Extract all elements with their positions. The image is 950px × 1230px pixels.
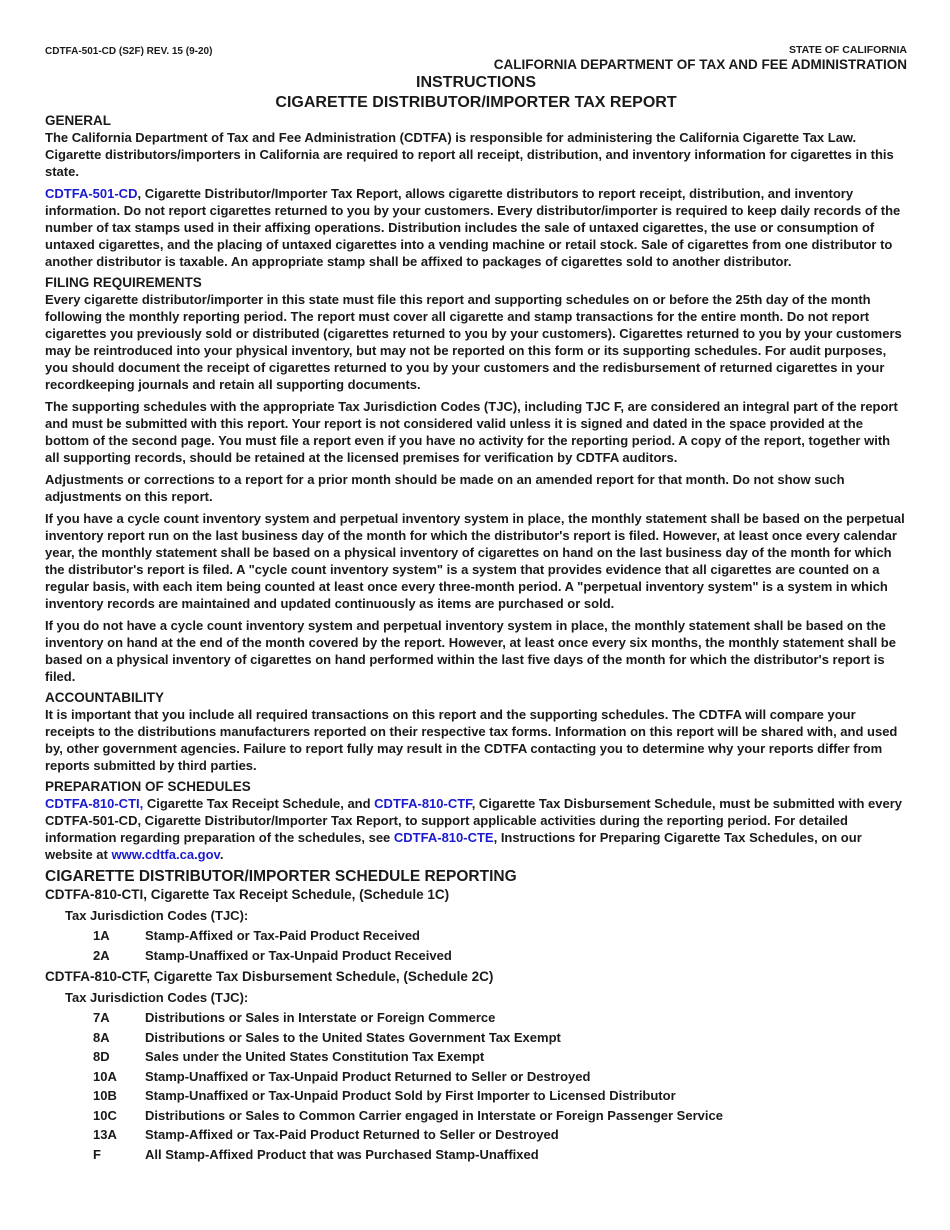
tjc-description: Distributions or Sales in Interstate or Foreign Commerce <box>145 1010 496 1025</box>
tjc-code: 2A <box>93 947 110 963</box>
code-row <box>45 1008 907 1028</box>
tjc-code: F <box>93 1146 101 1162</box>
tjc-description: Stamp-Affixed or Tax-Paid Product Received <box>145 928 420 943</box>
header-right <box>494 44 907 72</box>
cdtfa-501-cd-link[interactable]: CDTFA-501-CD <box>45 186 138 201</box>
tjc-description: Distributions or Sales to the United States Government Tax Exempt <box>145 1029 561 1045</box>
cdtfa-810-cti-link[interactable]: CDTFA-810-CTI, <box>45 796 144 811</box>
page-subtitle: CIGARETTE DISTRIBUTOR/IMPORTER TAX REPORT <box>275 94 677 111</box>
state-label: STATE OF CALIFORNIA <box>788 44 907 56</box>
filing-paragraph-2: The supporting schedules with the appropriate Tax Jurisdiction Codes (TJC), including TJC F, are considered an integral part of the report and must be submitted with this report. Your report is not considered valid unless it is signed and dated in the space provided at the bottom of the second page. You must file a report even if you have no activity for the reporting period. A copy of the report, together with all supporting records, should be retained at the licensed premises for verification by CDTFA auditors. <box>45 399 898 465</box>
instructions-page <box>45 44 907 1164</box>
code-row <box>45 1047 907 1067</box>
code-row <box>45 946 907 966</box>
preparation-heading: PREPARATION OF SCHEDULES <box>45 779 251 794</box>
tjc-code: 10A <box>93 1068 117 1084</box>
page-header <box>45 44 907 72</box>
code-row <box>45 1086 907 1106</box>
receipt-schedule-title: CDTFA-810-CTI, Cigarette Tax Receipt Schedule, (Schedule 1C) <box>45 887 450 902</box>
filing-paragraph-5: If you do not have a cycle count inventory system and perpetual inventory system in place, the monthly statement shall be based on the inventory on hand at the end of the month covered by the report. However, at least once every six months, the monthly statement shall be based on a physical inventory of cigarettes on hand performed within the last five days of the month for which the distributor's report is filed. <box>45 618 896 684</box>
receipt-tjc-label: Tax Jurisdiction Codes (TJC): <box>65 908 249 923</box>
tjc-code: 10B <box>93 1088 117 1103</box>
tjc-description: Stamp-Unaffixed or Tax-Unpaid Product Received <box>145 947 452 963</box>
tjc-code: 13A <box>93 1127 117 1142</box>
code-row <box>45 1028 907 1048</box>
cdtfa-810-cte-link[interactable]: CDTFA-810-CTE <box>393 830 494 845</box>
filing-paragraph-1: Every cigarette distributor/importer in this state must file this report and supporting schedules on or before the 25th day of the month following the monthly reporting period. The report must cover all cigarette and stamp transactions for the entire month. Do not report cigarettes you previously sold or distributed (cigarettes returned to you by your customers). Cigarettes returned to you by your customers may be reintroduced into your physical inventory, but may not be reported on this form or its supporting schedules. For audit purposes, you should document the receipt of cigarettes returned to you by your customers and the redisbursement of returned cigarettes in your recordkeeping journals and retain all supporting documents. <box>45 292 902 392</box>
tjc-code: 7A <box>93 1010 110 1025</box>
code-row <box>45 926 907 946</box>
code-row <box>45 1106 907 1126</box>
disbursement-tjc-label: Tax Jurisdiction Codes (TJC): <box>65 990 249 1005</box>
general-paragraph-2: CDTFA-501-CD, Cigarette Distributor/Importer Tax Report, allows cigarette distributors to report receipt, distribution, and inventory information. Do not report cigarettes returned to you by your customers. Every distributor/importer is required to keep daily records of the number of tax stamps used in their affixing operations. Distribution includes the sale of untaxed cigarettes, the use or consumption of untaxed cigarettes, and the placing of untaxed cigarettes into a vending machine or retail stock. Sale of cigarettes from one distributor to another distributor is taxable. An appropriate stamp shall be affixed to packages of cigarettes sold to another distributor. <box>45 186 901 269</box>
form-id: CDTFA-501-CD (S2F) REV. 15 (9-20) <box>45 46 213 57</box>
agency-name: CALIFORNIA DEPARTMENT OF TAX AND FEE ADMINISTRATION <box>493 57 907 72</box>
tjc-description: Stamp-Unaffixed or Tax-Unpaid Product Returned to Seller or Destroyed <box>145 1068 591 1084</box>
accountability-heading: ACCOUNTABILITY <box>45 690 164 705</box>
website-link[interactable]: www.cdtfa.ca.gov <box>111 847 220 862</box>
filing-heading: FILING REQUIREMENTS <box>45 275 202 290</box>
preparation-paragraph: CDTFA-810-CTI, Cigarette Tax Receipt Schedule, and CDTFA-810-CTF, Cigarette Tax Disbursement Schedule, must be submitted with every CDTFA-501-CD, Cigarette Distributor/Importer Tax Report, to support applicable activities during the reporting period. For detailed information regarding preparation of the schedules, see CDTFA-810-CTE, Instructions for Preparing Cigarette Tax Schedules, on our website at www.cdtfa.ca.gov. <box>45 796 903 862</box>
tjc-description: Distributions or Sales to Common Carrier engaged in Interstate or Foreign Passenger Service <box>145 1107 723 1123</box>
tjc-description: Sales under the United States Constitution Tax Exempt <box>145 1049 485 1064</box>
disbursement-schedule-title: CDTFA-810-CTF, Cigarette Tax Disbursement Schedule, (Schedule 2C) <box>45 969 494 984</box>
receipt-code-list <box>45 926 907 965</box>
code-row <box>45 1067 907 1087</box>
tjc-code: 10C <box>93 1107 117 1123</box>
tjc-description: Stamp-Unaffixed or Tax-Unpaid Product Sold by First Importer to Licensed Distributor <box>145 1088 676 1103</box>
tjc-code: 1A <box>93 928 110 943</box>
tjc-description: All Stamp-Affixed Product that was Purchased Stamp-Unaffixed <box>145 1146 539 1162</box>
filing-paragraph-4: If you have a cycle count inventory system and perpetual inventory system in place, the monthly statement shall be based on the perpetual inventory report run on the last business day of the month for which the distributor's report is filed. However, at least once every calendar year, the monthly statement shall be based on a physical inventory of cigarettes on hand on the last business day of the month for which the distributor's report is filed. A "cycle count inventory system" is a system that provides evidence that all cigarettes are counted on a regular basis, with each item being counted at least once every three-month period. A "perpetual inventory system" is a system in which inventory records are maintained and updated continuously as items are purchased or sold. <box>45 511 905 611</box>
tjc-code: 8D <box>93 1049 110 1064</box>
accountability-paragraph: It is important that you include all required transactions on this report and the supporting schedules. The CDTFA will compare your receipts to the distributions manufacturers reported on their respective tax forms. Information on this report will be shared with, and used by, other government agencies. Failure to report fully may result in the CDTFA contacting you to determine why your reports differ from reports submitted by third parties. <box>45 707 898 773</box>
filing-paragraph-3: Adjustments or corrections to a report for a prior month should be made on an amended report for that month. Do not show such adjustments on this report. <box>45 472 845 504</box>
page-title: INSTRUCTIONS <box>416 74 536 91</box>
cdtfa-810-ctf-link[interactable]: CDTFA-810-CTF <box>374 796 472 811</box>
code-row <box>45 1145 907 1165</box>
general-paragraph-1: The California Department of Tax and Fee Administration (CDTFA) is responsible for administering the California Cigarette Tax Law. Cigarette distributors/importers in California are required to report all receipt, distribution, and inventory information for cigarettes in this state. <box>45 130 894 179</box>
tjc-description: Stamp-Affixed or Tax-Paid Product Returned to Seller or Destroyed <box>145 1127 559 1142</box>
general-heading: GENERAL <box>45 113 112 128</box>
code-row <box>45 1125 907 1145</box>
disbursement-code-list <box>45 1008 907 1164</box>
tjc-code: 8A <box>93 1029 110 1045</box>
schedule-reporting-heading: CIGARETTE DISTRIBUTOR/IMPORTER SCHEDULE REPORTING <box>45 868 517 885</box>
